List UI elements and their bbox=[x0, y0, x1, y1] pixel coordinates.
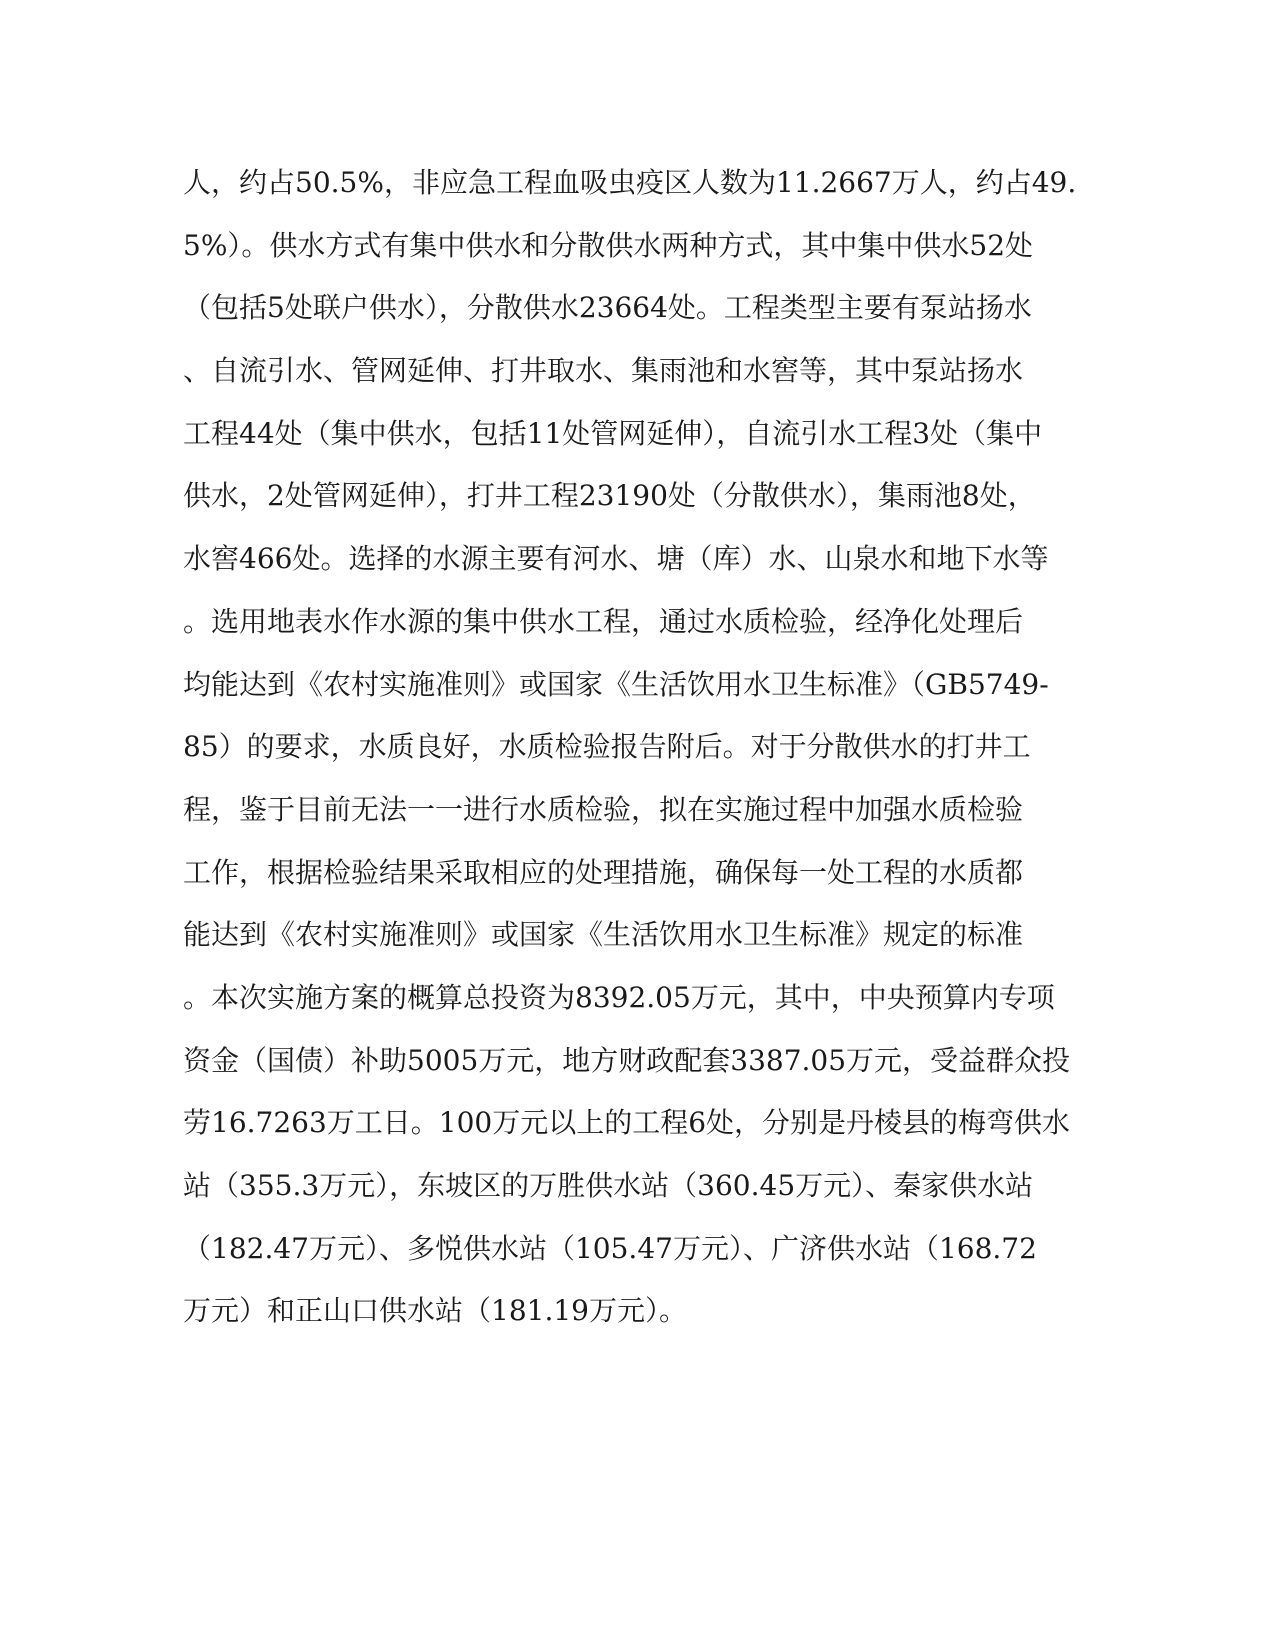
text-line-19: 万元）和正山口供水站（181.19万元）。 bbox=[183, 1294, 687, 1328]
body-paragraph bbox=[183, 152, 1077, 1343]
text-line-6: 供水，2处管网延伸），打井工程23190处（分散供水），集雨池8处， bbox=[183, 479, 1036, 513]
text-line-5: 工程44处（集中供水，包括11处管网延伸），自流引水工程3处（集中 bbox=[183, 416, 1043, 450]
text-line-12: 工作，根据检验结果采取相应的处理措施，确保每一处工程的水质都 bbox=[183, 855, 1024, 889]
text-line-10: 85）的要求，水质良好，水质检验报告附后。对于分散供水的打井工 bbox=[183, 730, 1031, 764]
text-line-15: 资金（国债）补助5005万元，地方财政配套3387.05万元，受益群众投 bbox=[183, 1043, 1071, 1077]
text-line-2: 5%）。供水方式有集中供水和分散供水两种方式，其中集中供水52处 bbox=[183, 228, 1034, 262]
text-line-13: 能达到《农村实施准则》或国家《生活饮用水卫生标准》规定的标准 bbox=[183, 918, 1024, 952]
text-line-1: 人，约占50.5%，非应急工程血吸虫疫区人数为11.2667万人，约占49. bbox=[183, 166, 1077, 199]
text-line-9: 均能达到《农村实施准则》或国家《生活饮用水卫生标准》（GB5749- bbox=[183, 667, 1049, 701]
text-line-17: 站（355.3万元），东坡区的万胜供水站（360.45万元）、秦家供水站 bbox=[183, 1169, 1034, 1202]
text-line-16: 劳16.7263万工日。100万元以上的工程6处，分别是丹棱县的梅弯供水 bbox=[183, 1106, 1071, 1140]
text-line-3: （包括5处联户供水），分散供水23664处。工程类型主要有泵站扬水 bbox=[183, 291, 1032, 325]
text-line-8: 。选用地表水作水源的集中供水工程，通过水质检验，经净化处理后 bbox=[183, 604, 1024, 638]
text-line-14: 。本次实施方案的概算总投资为8392.05万元，其中，中央预算内专项 bbox=[183, 980, 1055, 1014]
text-line-18: （182.47万元）、多悦供水站（105.47万元）、广济供水站（168.72 bbox=[183, 1231, 1037, 1265]
text-line-7: 水窖466处。选择的水源主要有河水、塘（库）水、山泉水和地下水等 bbox=[183, 542, 1049, 576]
text-line-11: 程，鉴于目前无法一一进行水质检验，拟在实施过程中加强水质检验 bbox=[183, 792, 1024, 826]
text-line-4: 、自流引水、管网延伸、打井取水、集雨池和水窖等，其中泵站扬水 bbox=[183, 354, 1024, 388]
